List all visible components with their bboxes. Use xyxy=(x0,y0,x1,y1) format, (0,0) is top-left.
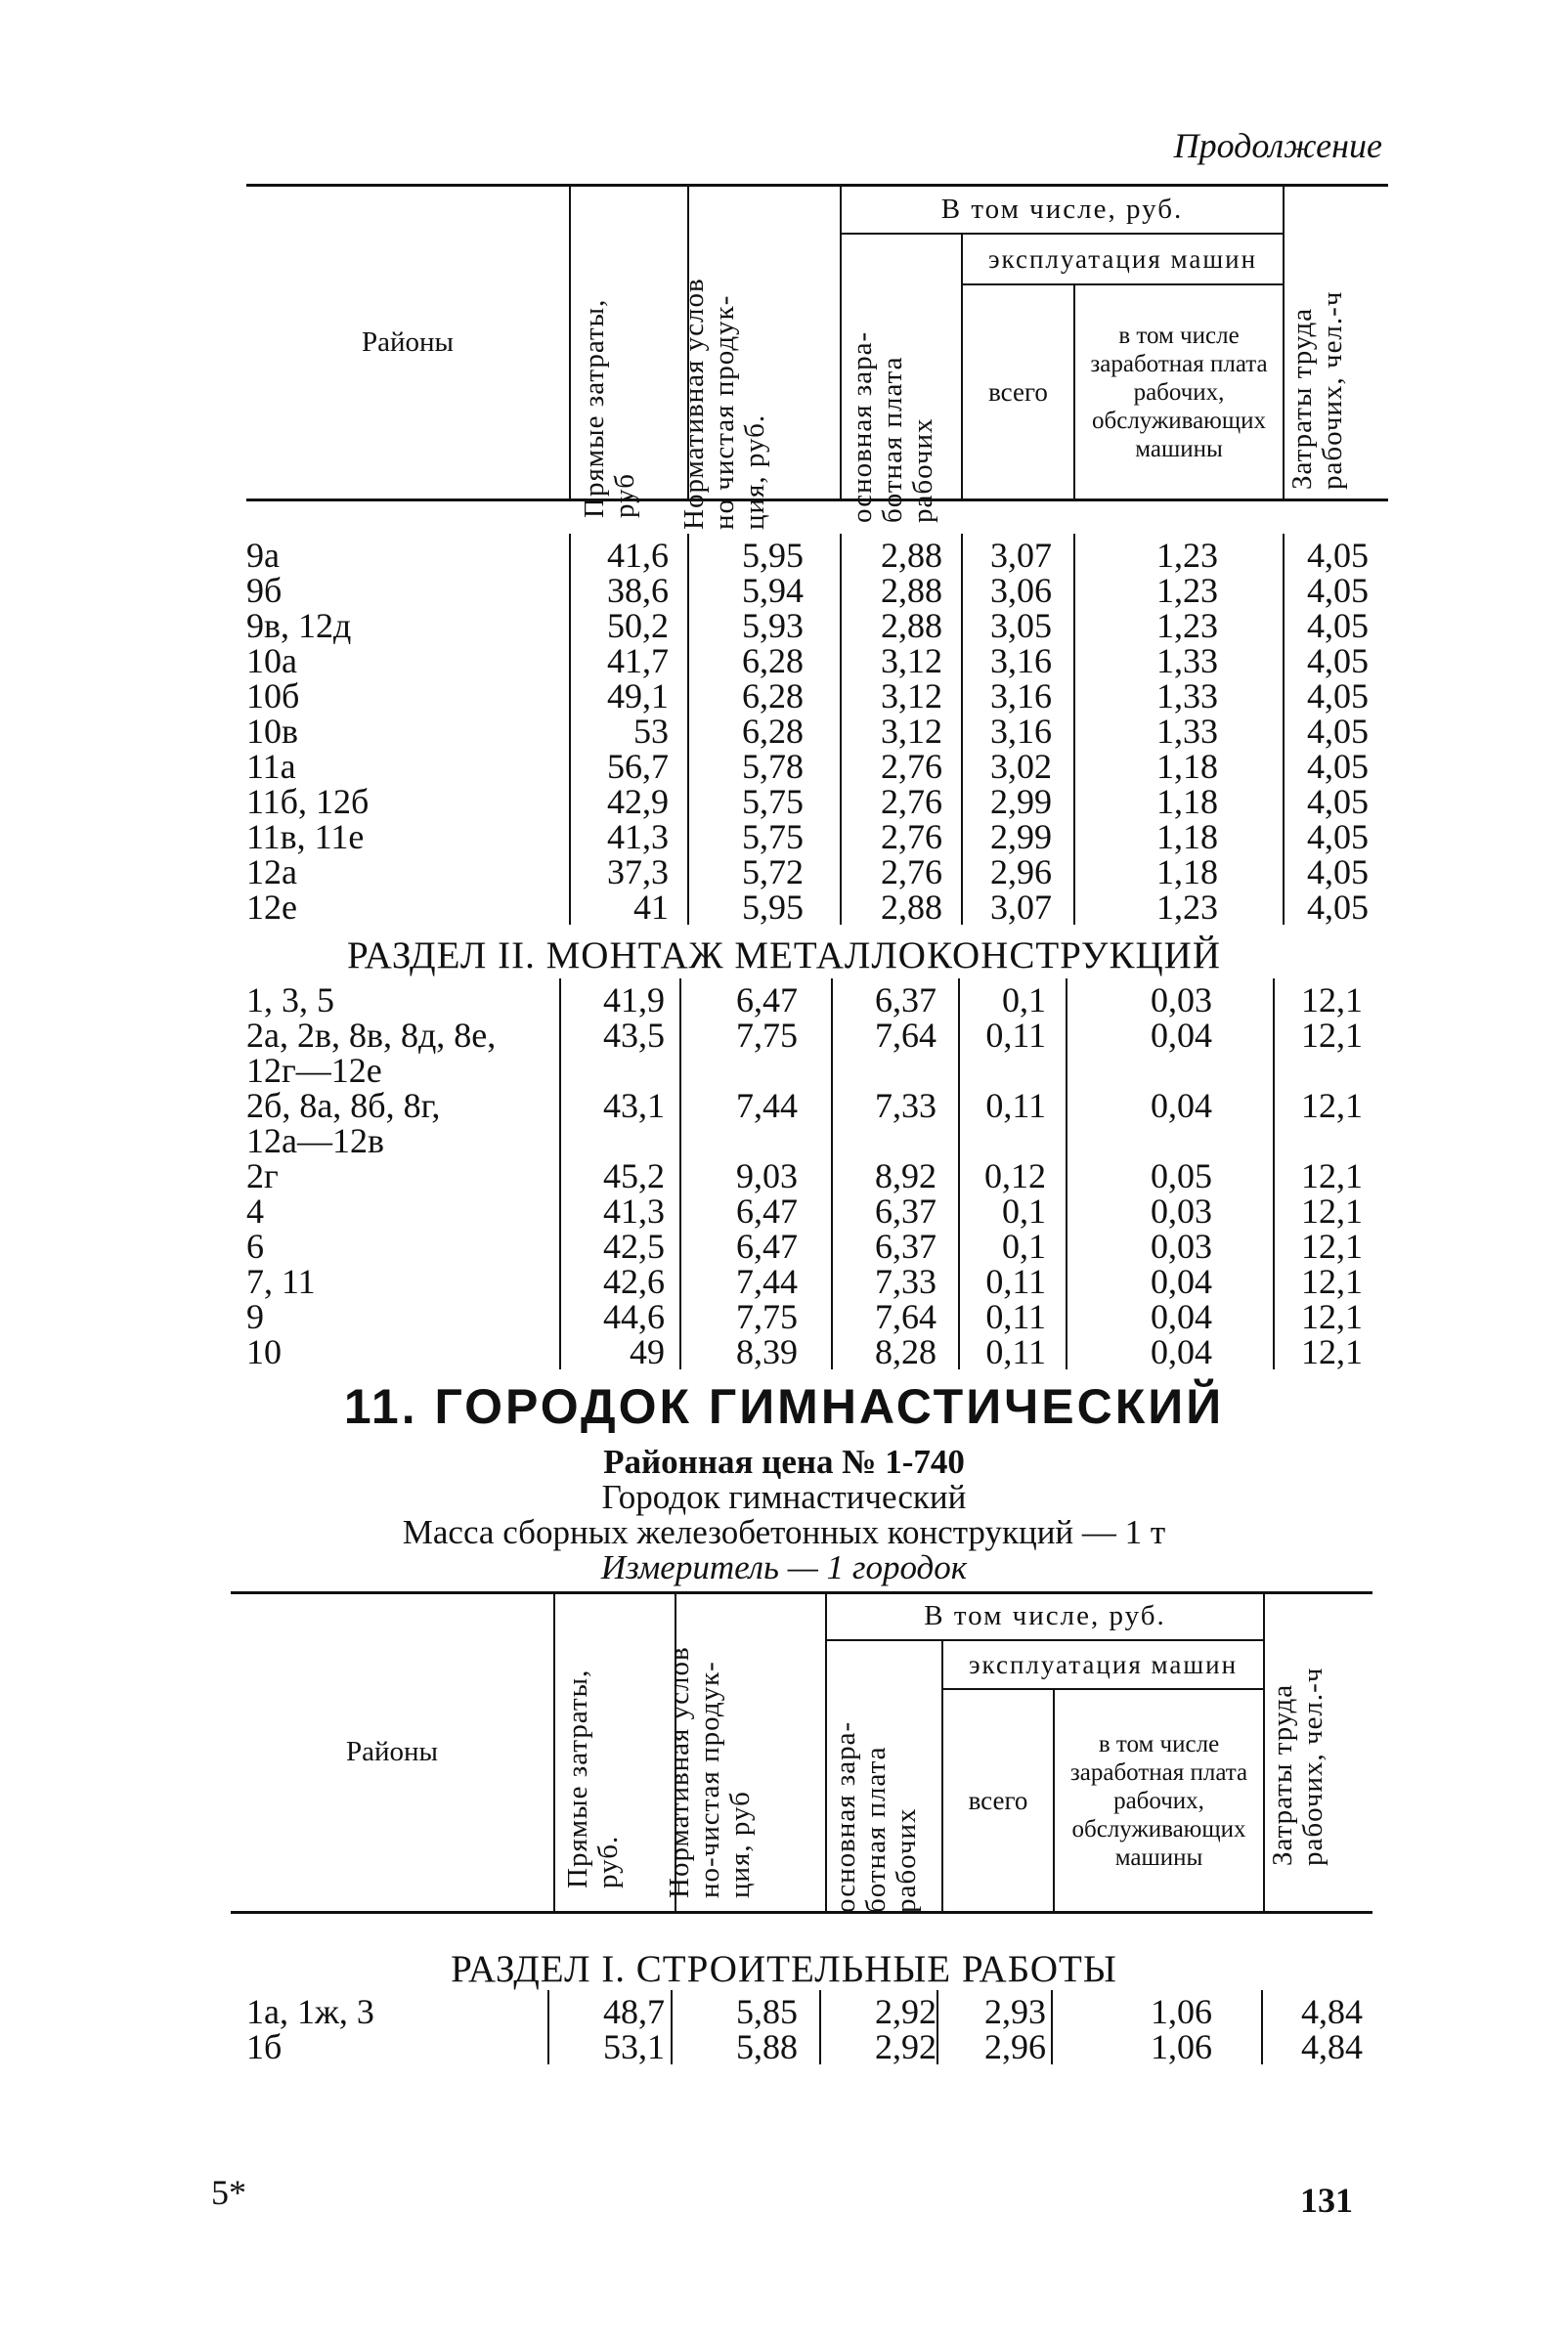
region-cell: 12а—12в xyxy=(246,1121,384,1160)
value-cell: 0,11 xyxy=(985,1332,1046,1371)
table-row xyxy=(0,1264,1568,1299)
value-cell: 4,05 xyxy=(1307,676,1369,716)
item-name: Городок гимнастический xyxy=(601,1478,967,1516)
header2-labor-costs: Затраты труда рабочих, чел.-ч xyxy=(1267,1667,1328,1866)
region-cell: 6 xyxy=(246,1227,264,1266)
column-rule xyxy=(671,1990,673,2064)
column-rule xyxy=(961,534,963,925)
header2-operator-wages: в том числе заработная плата рабочих, обслуживающих машины xyxy=(1069,1730,1248,1871)
table-row xyxy=(0,643,1568,678)
value-cell: 50,2 xyxy=(607,606,669,645)
header-direct-costs: Прямые затраты, руб xyxy=(579,298,640,518)
table-row xyxy=(0,1018,1568,1053)
value-cell: 0,12 xyxy=(984,1156,1046,1195)
value-cell: 4,84 xyxy=(1301,1992,1363,2031)
value-cell: 0,04 xyxy=(1151,1297,1212,1336)
value-cell: 2,99 xyxy=(990,782,1052,821)
value-cell: 0,1 xyxy=(1002,980,1046,1019)
table-row xyxy=(0,1088,1568,1123)
value-cell: 2,96 xyxy=(990,852,1052,891)
value-cell: 5,94 xyxy=(742,571,804,610)
value-cell: 2,76 xyxy=(881,852,942,891)
page-number: 131 xyxy=(1300,2181,1353,2220)
value-cell: 2,76 xyxy=(881,782,942,821)
value-cell: 4,84 xyxy=(1301,2027,1363,2066)
value-cell: 7,44 xyxy=(736,1262,798,1301)
value-cell: 12,1 xyxy=(1301,1192,1363,1231)
table-row xyxy=(0,854,1568,889)
value-cell: 56,7 xyxy=(607,747,669,786)
value-cell: 0,05 xyxy=(1151,1156,1212,1195)
value-cell: 53,1 xyxy=(603,2027,665,2066)
region-cell: 9 xyxy=(246,1297,264,1336)
value-cell: 4,05 xyxy=(1307,852,1369,891)
value-cell: 4,05 xyxy=(1307,571,1369,610)
value-cell: 12,1 xyxy=(1301,1332,1363,1371)
column-rule xyxy=(1261,1990,1263,2064)
table-row xyxy=(0,1994,1568,2029)
value-cell: 1,33 xyxy=(1156,641,1218,680)
header-labor-costs: Затраты труда рабочих, чел.-ч xyxy=(1286,290,1348,490)
value-cell: 6,47 xyxy=(736,1227,798,1266)
section1-title: РАЗДЕЛ I. СТРОИТЕЛЬНЫЕ РАБОТЫ xyxy=(451,1948,1117,1990)
value-cell: 4,05 xyxy=(1307,782,1369,821)
header-regions: Районы xyxy=(361,325,455,358)
value-cell: 3,16 xyxy=(990,676,1052,716)
value-cell: 6,37 xyxy=(875,980,936,1019)
value-cell: 49,1 xyxy=(607,676,669,716)
value-cell: 2,92 xyxy=(875,2027,936,2066)
table-row xyxy=(0,889,1568,925)
value-cell: 3,16 xyxy=(990,712,1052,751)
header-machine-operation: эксплуатация машин xyxy=(987,243,1258,274)
column-rule xyxy=(1051,1990,1053,2064)
value-cell: 6,28 xyxy=(742,641,804,680)
header-base-wages: основная зара- ботная плата рабочих xyxy=(847,330,938,523)
value-cell: 7,33 xyxy=(875,1262,936,1301)
header2-total: всего xyxy=(968,1785,1028,1815)
value-cell: 0,11 xyxy=(985,1086,1046,1125)
continuation-label: Продолжение xyxy=(1173,126,1382,165)
value-cell: 12,1 xyxy=(1301,1016,1363,1055)
value-cell: 48,7 xyxy=(603,1992,665,2031)
value-cell: 2,93 xyxy=(984,1992,1046,2031)
value-cell: 0,11 xyxy=(985,1297,1046,1336)
value-cell: 3,02 xyxy=(990,747,1052,786)
column-rule xyxy=(1066,978,1067,1369)
region-cell: 12а xyxy=(246,852,297,891)
value-cell: 42,5 xyxy=(603,1227,665,1266)
value-cell: 7,64 xyxy=(875,1016,936,1055)
value-cell: 2,92 xyxy=(875,1992,936,2031)
value-cell: 0,1 xyxy=(1002,1227,1046,1266)
header-including: В том числе, руб. xyxy=(940,193,1184,225)
table-row xyxy=(0,678,1568,714)
header2-base-wages: основная зара- ботная плата рабочих xyxy=(830,1720,922,1913)
value-cell: 45,2 xyxy=(603,1156,665,1195)
column-rule xyxy=(958,978,960,1369)
region-cell: 11в, 11е xyxy=(246,817,365,856)
value-cell: 3,07 xyxy=(990,536,1052,575)
table-row xyxy=(0,749,1568,784)
value-cell: 5,95 xyxy=(742,888,804,927)
table-row xyxy=(0,2029,1568,2064)
value-cell: 1,23 xyxy=(1156,888,1218,927)
value-cell: 12,1 xyxy=(1301,1262,1363,1301)
value-cell: 3,12 xyxy=(881,676,942,716)
value-cell: 4,05 xyxy=(1307,817,1369,856)
value-cell: 0,04 xyxy=(1151,1086,1212,1125)
value-cell: 4,05 xyxy=(1307,712,1369,751)
region-cell: 12е xyxy=(246,888,297,927)
value-cell: 2,88 xyxy=(881,536,942,575)
value-cell: 12,1 xyxy=(1301,1297,1363,1336)
value-cell: 2,88 xyxy=(881,571,942,610)
table-row xyxy=(0,784,1568,819)
section2-title: РАЗДЕЛ II. МОНТАЖ МЕТАЛЛОКОНСТРУКЦИЙ xyxy=(346,934,1222,976)
value-cell: 1,33 xyxy=(1156,676,1218,716)
value-cell: 1,06 xyxy=(1151,1992,1212,2031)
region-cell: 9в, 12д xyxy=(246,606,352,645)
value-cell: 43,1 xyxy=(603,1086,665,1125)
value-cell: 3,06 xyxy=(990,571,1052,610)
value-cell: 5,85 xyxy=(736,1992,798,2031)
region-cell: 9а xyxy=(246,536,280,575)
table-row xyxy=(0,1158,1568,1193)
value-cell: 3,05 xyxy=(990,606,1052,645)
column-rule xyxy=(687,534,689,925)
value-cell: 7,44 xyxy=(736,1086,798,1125)
header2-direct-costs: Прямые затраты, руб. xyxy=(562,1669,624,1888)
value-cell: 7,33 xyxy=(875,1086,936,1125)
unit-line: Измеритель — 1 городок xyxy=(600,1548,968,1586)
value-cell: 2,76 xyxy=(881,817,942,856)
value-cell: 1,18 xyxy=(1156,817,1218,856)
value-cell: 6,37 xyxy=(875,1192,936,1231)
value-cell: 4,05 xyxy=(1307,606,1369,645)
value-cell: 4,05 xyxy=(1307,888,1369,927)
section-heading: 11. ГОРОДОК ГИМНАСТИЧЕСКИЙ xyxy=(343,1379,1225,1434)
value-cell: 2,76 xyxy=(881,747,942,786)
value-cell: 1,23 xyxy=(1156,536,1218,575)
region-cell: 1а, 1ж, 3 xyxy=(246,1992,374,2031)
region-cell: 2г xyxy=(246,1156,279,1195)
header2-normative-production: Нормативная услов но-чистая продук- ция, руб xyxy=(664,1646,756,1898)
value-cell: 1,33 xyxy=(1156,712,1218,751)
value-cell: 4,05 xyxy=(1307,641,1369,680)
value-cell: 2,96 xyxy=(984,2027,1046,2066)
value-cell: 7,75 xyxy=(736,1297,798,1336)
region-cell: 1б xyxy=(246,2027,283,2066)
region-cell: 12г—12е xyxy=(246,1051,382,1090)
value-cell: 0,04 xyxy=(1151,1016,1212,1055)
value-cell: 5,75 xyxy=(742,817,804,856)
value-cell: 0,1 xyxy=(1002,1192,1046,1231)
region-cell: 2б, 8а, 8б, 8г, xyxy=(246,1086,441,1125)
column-rule xyxy=(819,1990,821,2064)
mass-line: Масса сборных железобетонных конструкций — 1 т xyxy=(402,1513,1166,1551)
region-cell: 1, 3, 5 xyxy=(246,980,334,1019)
header-normative-production: Нормативная услов но чистая продук- ция, руб. xyxy=(678,278,770,530)
value-cell: 41,6 xyxy=(607,536,669,575)
value-cell: 5,75 xyxy=(742,782,804,821)
table-row xyxy=(0,538,1568,573)
value-cell: 12,1 xyxy=(1301,1086,1363,1125)
header2-regions: Районы xyxy=(345,1736,439,1767)
value-cell: 0,04 xyxy=(1151,1332,1212,1371)
value-cell: 5,93 xyxy=(742,606,804,645)
value-cell: 12,1 xyxy=(1301,1156,1363,1195)
value-cell: 0,11 xyxy=(985,1016,1046,1055)
value-cell: 6,47 xyxy=(736,980,798,1019)
value-cell: 41,3 xyxy=(603,1192,665,1231)
value-cell: 0,11 xyxy=(985,1262,1046,1301)
region-cell: 4 xyxy=(246,1192,264,1231)
value-cell: 7,64 xyxy=(875,1297,936,1336)
value-cell: 8,39 xyxy=(736,1332,798,1371)
value-cell: 8,28 xyxy=(875,1332,936,1371)
value-cell: 5,78 xyxy=(742,747,804,786)
value-cell: 7,75 xyxy=(736,1016,798,1055)
value-cell: 5,72 xyxy=(742,852,804,891)
region-cell: 11б, 12б xyxy=(246,782,370,821)
value-cell: 41,7 xyxy=(607,641,669,680)
table-row xyxy=(0,819,1568,854)
value-cell: 1,23 xyxy=(1156,571,1218,610)
value-cell: 4,05 xyxy=(1307,536,1369,575)
column-rule xyxy=(840,534,842,925)
signature-mark: 5* xyxy=(211,2173,246,2212)
value-cell: 2,99 xyxy=(990,817,1052,856)
price-number: Районная цена № 1-740 xyxy=(603,1443,965,1481)
table-row xyxy=(0,982,1568,1018)
value-cell: 49 xyxy=(630,1332,665,1371)
table-row xyxy=(0,1193,1568,1229)
value-cell: 6,37 xyxy=(875,1227,936,1266)
column-rule xyxy=(569,534,571,925)
value-cell: 12,1 xyxy=(1301,1227,1363,1266)
column-rule xyxy=(1283,534,1285,925)
value-cell: 12,1 xyxy=(1301,980,1363,1019)
table-row xyxy=(0,714,1568,749)
value-cell: 0,03 xyxy=(1151,980,1212,1019)
value-cell: 0,03 xyxy=(1151,1192,1212,1231)
column-rule xyxy=(559,978,561,1369)
value-cell: 4,05 xyxy=(1307,747,1369,786)
value-cell: 41 xyxy=(633,888,669,927)
region-cell: 11а xyxy=(246,747,296,786)
value-cell: 42,6 xyxy=(603,1262,665,1301)
value-cell: 6,28 xyxy=(742,676,804,716)
value-cell: 3,07 xyxy=(990,888,1052,927)
table-row xyxy=(0,1299,1568,1334)
value-cell: 43,5 xyxy=(603,1016,665,1055)
value-cell: 5,88 xyxy=(736,2027,798,2066)
value-cell: 41,9 xyxy=(603,980,665,1019)
table-row xyxy=(0,1334,1568,1369)
table-row xyxy=(0,1123,1568,1158)
column-rule xyxy=(936,1990,938,2064)
value-cell: 41,3 xyxy=(607,817,669,856)
value-cell: 5,95 xyxy=(742,536,804,575)
column-rule xyxy=(547,1990,549,2064)
value-cell: 1,18 xyxy=(1156,852,1218,891)
value-cell: 0,04 xyxy=(1151,1262,1212,1301)
value-cell: 1,18 xyxy=(1156,747,1218,786)
header2-machine-operation: эксплуатация машин xyxy=(968,1649,1239,1679)
value-cell: 38,6 xyxy=(607,571,669,610)
value-cell: 44,6 xyxy=(603,1297,665,1336)
value-cell: 6,28 xyxy=(742,712,804,751)
value-cell: 9,03 xyxy=(736,1156,798,1195)
value-cell: 42,9 xyxy=(607,782,669,821)
region-cell: 10в xyxy=(246,712,298,751)
column-rule xyxy=(1073,534,1075,925)
table-row xyxy=(0,608,1568,643)
region-cell: 10а xyxy=(246,641,297,680)
value-cell: 6,47 xyxy=(736,1192,798,1231)
region-cell: 10б xyxy=(246,676,300,716)
header2-including: В том числе, руб. xyxy=(924,1600,1166,1631)
header-operator-wages: в том числе заработная плата рабочих, обслуживающих машины xyxy=(1090,322,1268,462)
table-row xyxy=(0,1053,1568,1088)
region-cell: 10 xyxy=(246,1332,282,1371)
value-cell: 53 xyxy=(633,712,669,751)
value-cell: 1,18 xyxy=(1156,782,1218,821)
value-cell: 37,3 xyxy=(607,852,669,891)
column-rule xyxy=(679,978,681,1369)
value-cell: 8,92 xyxy=(875,1156,936,1195)
value-cell: 3,12 xyxy=(881,712,942,751)
column-rule xyxy=(1273,978,1275,1369)
column-rule xyxy=(831,978,833,1369)
value-cell: 2,88 xyxy=(881,606,942,645)
value-cell: 3,12 xyxy=(881,641,942,680)
region-cell: 7, 11 xyxy=(246,1262,316,1301)
table-row xyxy=(0,573,1568,608)
value-cell: 0,03 xyxy=(1151,1227,1212,1266)
value-cell: 2,88 xyxy=(881,888,942,927)
region-cell: 2а, 2в, 8в, 8д, 8е, xyxy=(246,1016,497,1055)
value-cell: 3,16 xyxy=(990,641,1052,680)
table-row xyxy=(0,1229,1568,1264)
region-cell: 9б xyxy=(246,571,283,610)
header-total: всего xyxy=(988,376,1048,407)
value-cell: 1,06 xyxy=(1151,2027,1212,2066)
value-cell: 1,23 xyxy=(1156,606,1218,645)
